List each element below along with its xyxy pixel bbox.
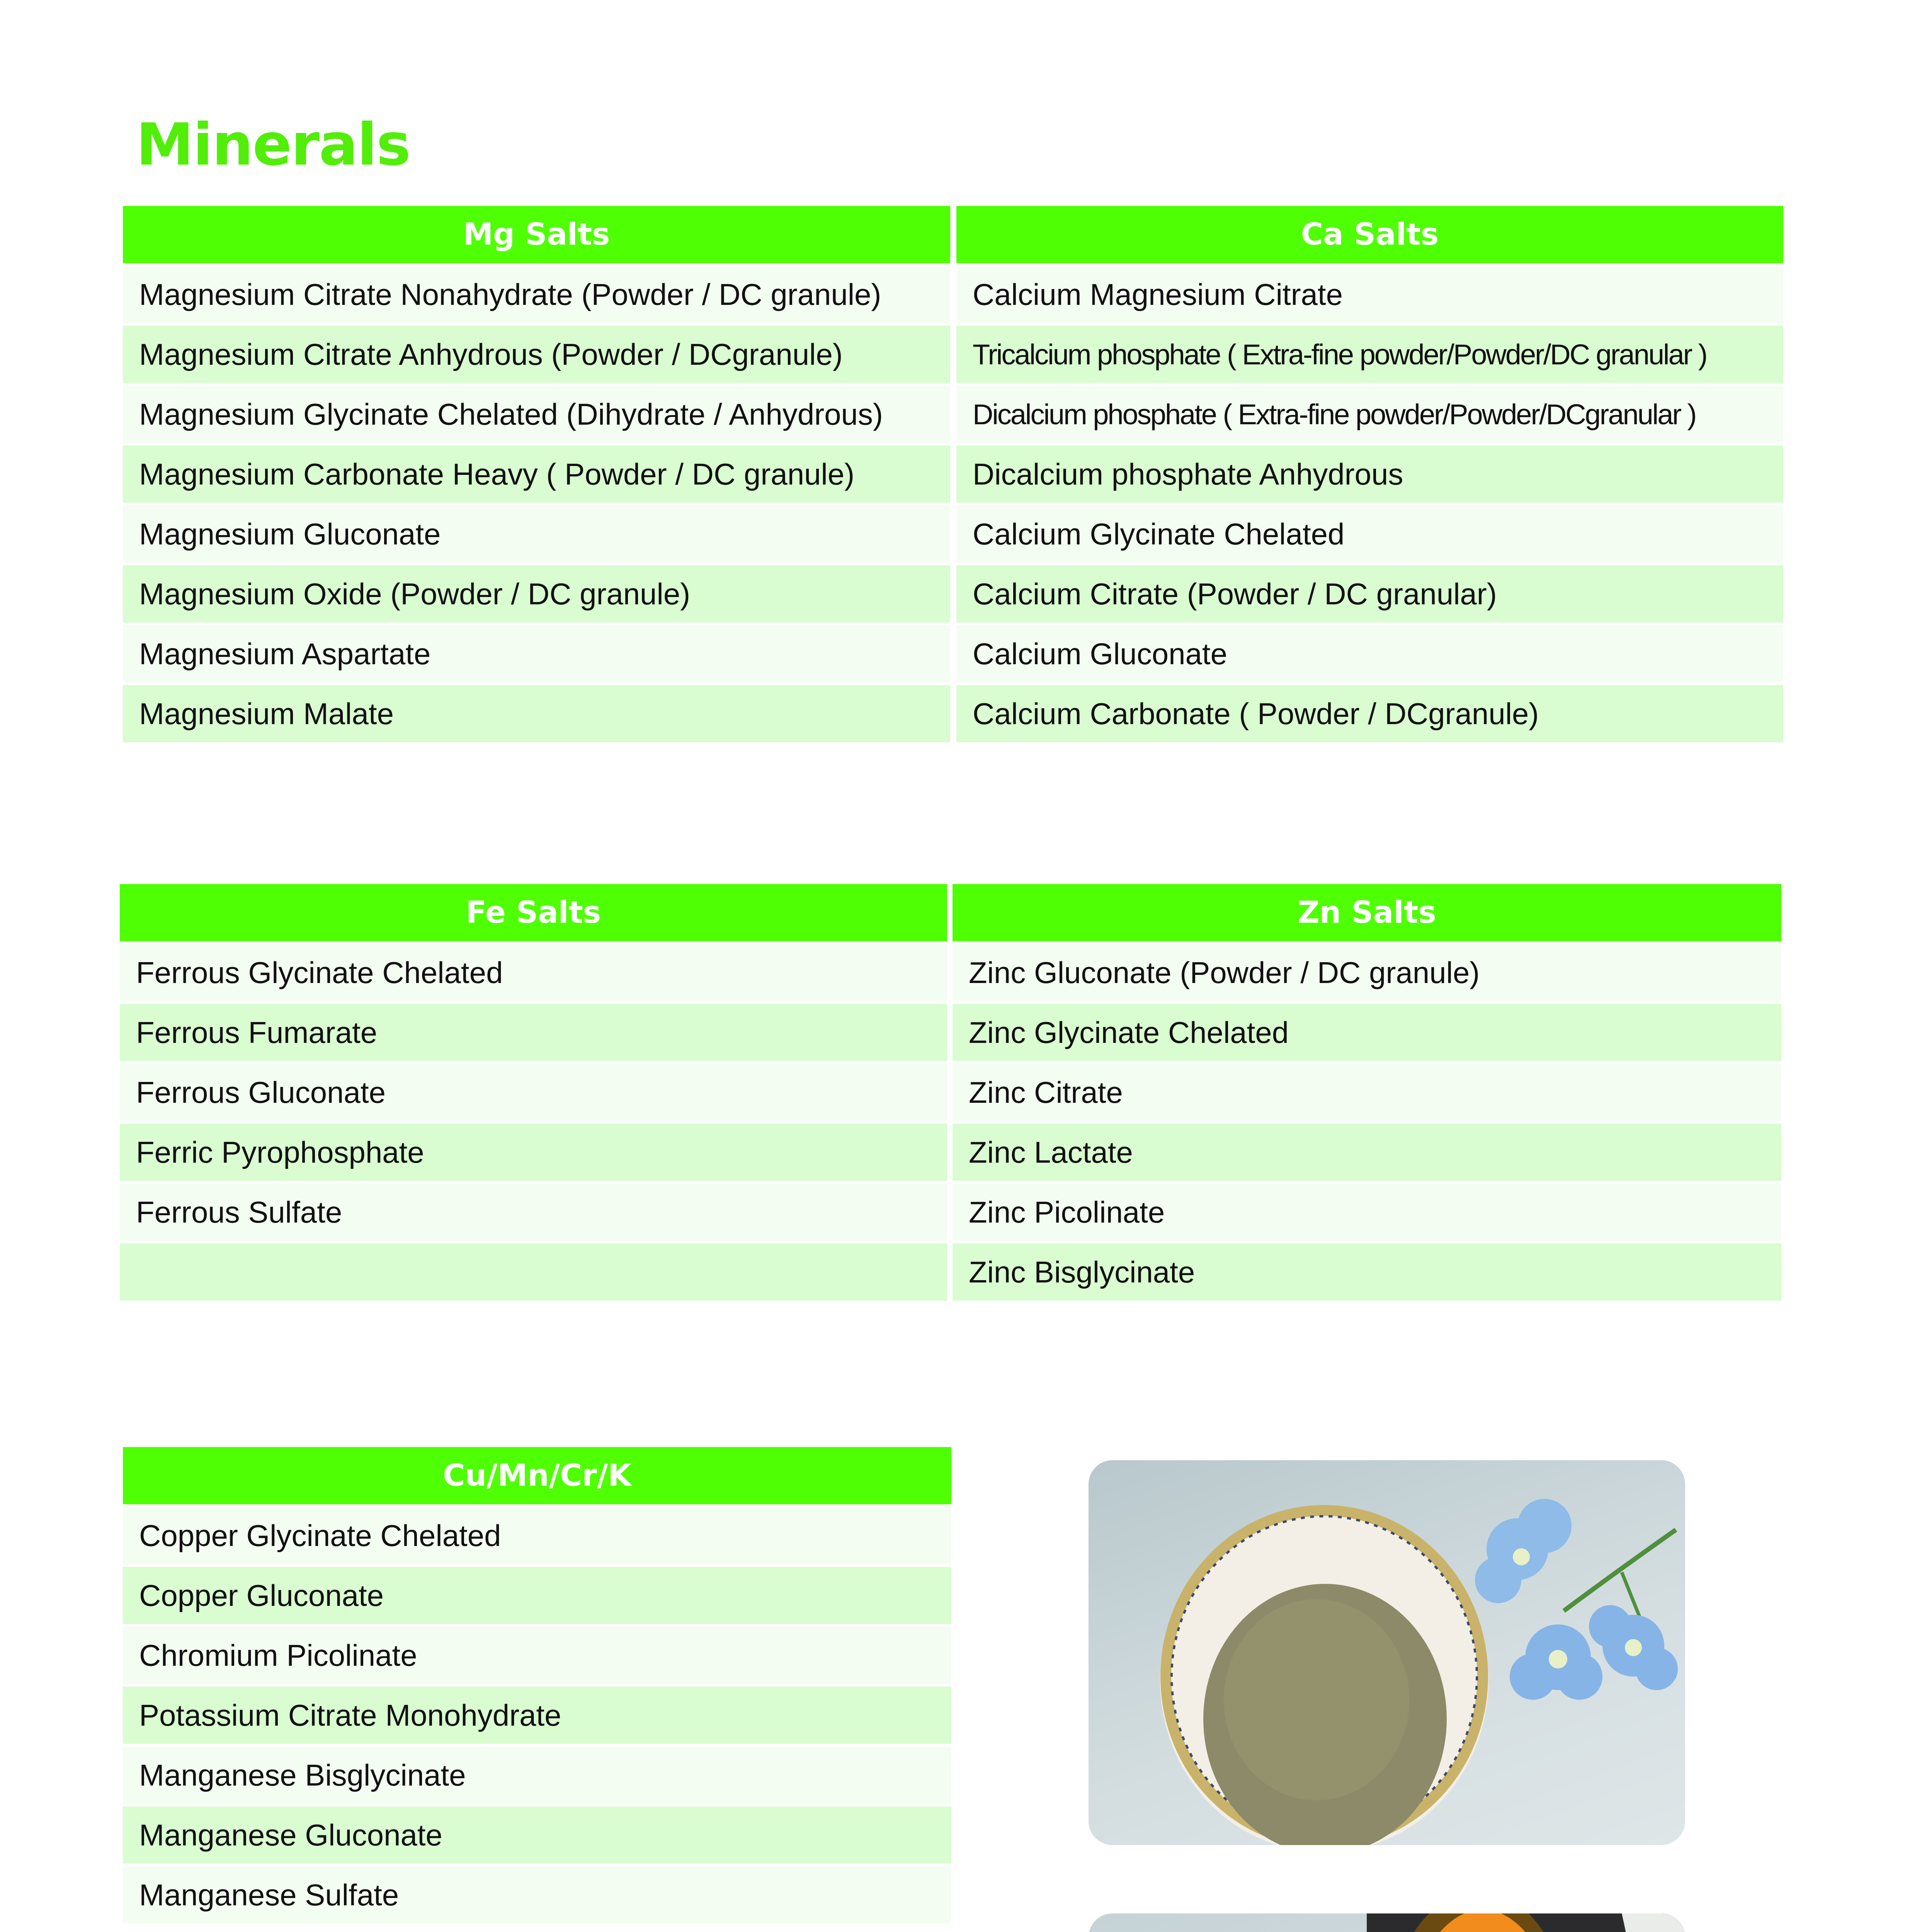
table-row: Chromium Picolinate [123, 1627, 951, 1684]
cu-mn-cr-k-column [123, 1447, 951, 1923]
table-row: Magnesium Malate [123, 685, 950, 742]
table-row: Calcium Glycinate Chelated [956, 505, 1783, 563]
table-row: Potassium Citrate Monohydrate [123, 1687, 951, 1744]
table-row: Zinc Picolinate [953, 1184, 1781, 1241]
blue-flower-icon [1475, 1499, 1572, 1603]
mg-header: Mg Salts [123, 206, 950, 263]
flower-stem [1564, 1530, 1676, 1611]
table-row: Calcium Citrate (Powder / DC granular) [956, 565, 1783, 622]
table-row: Tricalcium phosphate ( Extra-fine powder/Powder/DC granular ) [956, 326, 1783, 383]
table-row: Dicalcium phosphate Anhydrous [956, 446, 1783, 503]
table-row: Ferrous Fumarate [120, 1004, 947, 1061]
fe-header: Fe Salts [120, 884, 947, 941]
table-row: Calcium Carbonate ( Powder / DCgranule) [956, 685, 1783, 742]
blue-flower-icon [1510, 1624, 1602, 1700]
ca-salts-column [956, 206, 1783, 742]
table-row: Zinc Gluconate (Powder / DC granule) [953, 944, 1781, 1001]
table-row: Zinc Bisglycinate [953, 1243, 1781, 1301]
zn-salts-column [953, 884, 1781, 1301]
fe-salts-column [120, 884, 947, 1301]
table-row: Ferrous Glycinate Chelated [120, 944, 947, 1001]
table-row: Ferrous Gluconate [120, 1064, 947, 1121]
table-row: Magnesium Oxide (Powder / DC granule) [123, 565, 950, 622]
table-row: Magnesium Citrate Anhydrous (Powder / DCgranule) [123, 326, 950, 383]
table-row: Dicalcium phosphate ( Extra-fine powder/Powder/DCgranular ) [956, 386, 1783, 443]
table-row: Zinc Glycinate Chelated [953, 1004, 1781, 1061]
table-row: Manganese Gluconate [123, 1806, 951, 1864]
table-row: Magnesium Carbonate Heavy ( Powder / DC granule) [123, 446, 950, 503]
page-title: Minerals [136, 111, 410, 179]
table-row: Magnesium Glycinate Chelated (Dihydrate / Anhydrous) [123, 386, 950, 443]
table-row: Magnesium Citrate Nonahydrate (Powder / DC granule) [123, 266, 950, 323]
mg-salts-column [123, 206, 950, 742]
ca-header: Ca Salts [956, 206, 1783, 263]
table-row: Calcium Gluconate [956, 625, 1783, 682]
zn-header: Zn Salts [953, 884, 1781, 941]
photo-powder-bowl [1089, 1460, 1685, 1845]
table-row: Magnesium Gluconate [123, 505, 950, 563]
table-row: Copper Glycinate Chelated [123, 1507, 951, 1564]
table-row: Magnesium Aspartate [123, 625, 950, 682]
photo-orange-powder-jar [1089, 1913, 1685, 1932]
table-row: Manganese Bisglycinate [123, 1747, 951, 1804]
table-row: Copper Gluconate [123, 1567, 951, 1624]
table-row: Ferric Pyrophosphate [120, 1124, 947, 1181]
table-row: Ferrous Sulfate [120, 1184, 947, 1241]
table-row: Zinc Citrate [953, 1064, 1781, 1121]
orange-powder-illustration [1089, 1913, 1685, 1932]
table-row: Manganese Sulfate [123, 1866, 951, 1923]
powder-bowl-illustration [1089, 1460, 1685, 1845]
cu-header: Cu/Mn/Cr/K [123, 1447, 951, 1504]
table-row [120, 1243, 947, 1301]
table-row: Zinc Lactate [953, 1124, 1781, 1181]
table-row: Calcium Magnesium Citrate [956, 266, 1783, 323]
jar-label [1622, 1913, 1685, 1932]
